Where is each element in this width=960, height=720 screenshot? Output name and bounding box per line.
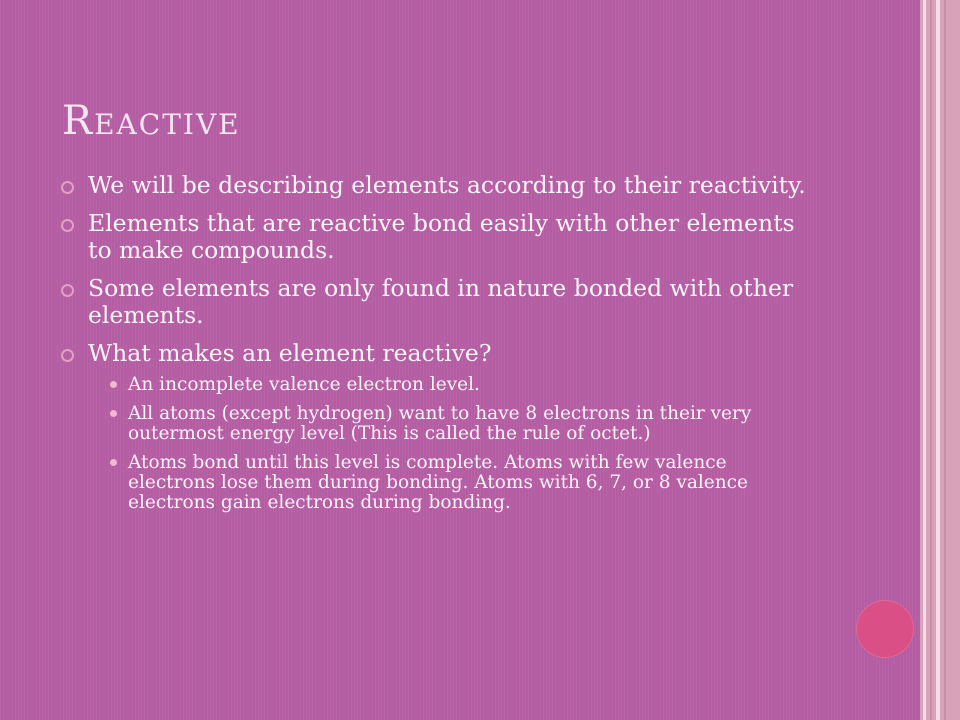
side-stripe	[923, 0, 926, 720]
bullet-text: Some elements are only found in nature bonded with other elements.	[88, 274, 794, 329]
ring-bullet-icon	[61, 181, 74, 194]
bullet-text: Elements that are reactive bond easily with other elements to make compounds.	[88, 209, 795, 264]
sub-bullet-text: Atoms bond until this level is complete. Atoms with few valence electrons lose them during bonding. Atoms with 6, 7, or 8 valence electrons gain electrons during bonding.	[128, 452, 748, 513]
ring-bullet-icon	[61, 349, 74, 362]
sub-bullet-text: An incomplete valence electron level.	[128, 374, 480, 395]
bullet-item	[60, 340, 820, 367]
sub-bullet-item	[126, 404, 818, 444]
bullet-item	[60, 210, 820, 264]
side-stripe	[944, 0, 946, 720]
sub-bullet-item	[126, 375, 818, 395]
side-stripe	[930, 0, 932, 720]
dot-bullet-icon	[110, 410, 117, 417]
ring-bullet-icon	[61, 284, 74, 297]
bullet-item	[60, 275, 820, 329]
bullet-text: We will be describing elements according to their reactivity.	[88, 171, 806, 199]
slide-title: Reactive	[62, 98, 241, 144]
accent-circle	[856, 600, 914, 658]
sub-bullet-text: All atoms (except hydrogen) want to have 8 electrons in their very outermost energy level (This is called the rule of octet.)	[128, 403, 752, 444]
dot-bullet-icon	[110, 459, 117, 466]
ring-bullet-icon	[61, 219, 74, 232]
side-decoration-panel	[920, 0, 960, 720]
bullet-list	[60, 172, 820, 522]
bullet-text: What makes an element reactive?	[88, 339, 492, 367]
bullet-item	[60, 172, 820, 199]
dot-bullet-icon	[110, 381, 117, 388]
side-stripe	[936, 0, 940, 720]
sub-bullet-item	[126, 453, 818, 513]
